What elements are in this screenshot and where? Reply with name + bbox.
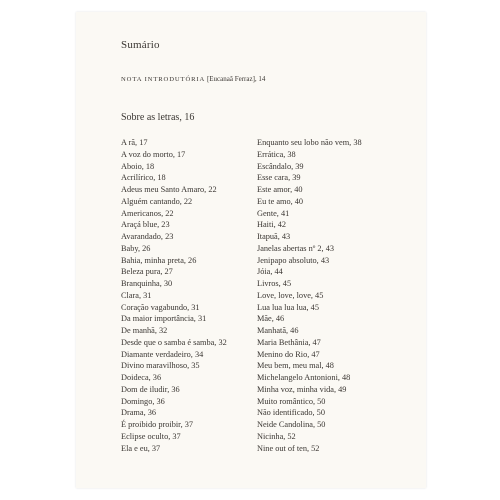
toc-entry: De manhã, 32	[121, 326, 168, 335]
toc-entry: Aboio, 18	[121, 161, 155, 171]
toc-entry: Domingo, 36	[121, 396, 165, 406]
toc-entry: Bahia, minha preta, 26	[121, 255, 197, 265]
toc-entry: Acrilírico, 18	[121, 173, 166, 183]
toc-entry: Itapuã, 43	[257, 232, 291, 241]
toc-entry: Esse cara, 39	[257, 173, 301, 183]
toc-entry: Nicinha, 52	[257, 431, 296, 441]
toc-entry: A voz do morto, 17	[121, 149, 186, 159]
toc-entry: Meu bem, meu mal, 48	[257, 361, 334, 371]
toc-entry: É proibido proibir, 37	[121, 420, 194, 429]
toc-column-right	[257, 137, 362, 454]
toc-entry: Lua lua lua lua, 45	[257, 302, 319, 312]
toc-entry: Ela e eu, 37	[121, 443, 161, 453]
toc-entry: Divino maravilhoso, 35	[121, 361, 200, 371]
toc-entry: Dom de iludir, 36	[121, 384, 180, 394]
toc-entry: Menino do Rio, 47	[257, 349, 320, 359]
page-title: Sumário	[121, 39, 160, 51]
intro-detail: [Eucanaã Ferraz], 14	[205, 75, 266, 83]
toc-entry: Manhatã, 46	[257, 326, 299, 335]
toc-entry: Janelas abertas nº 2, 43	[257, 243, 334, 253]
toc-entry: Drama, 36	[121, 408, 157, 418]
toc-entry: Love, love, love, 45	[257, 290, 324, 300]
toc-entry: Beleza pura, 27	[121, 267, 173, 277]
toc-entry: Eclipse oculto, 37	[121, 431, 181, 441]
intro-note	[121, 75, 265, 83]
toc-entry: Jenipapo absoluto, 43	[257, 255, 330, 265]
toc-entry: Minha voz, minha vida, 49	[257, 384, 347, 394]
book-page	[76, 12, 426, 488]
toc-entry: Mãe, 46	[257, 314, 285, 324]
toc-entry: Muito romântico, 50	[257, 396, 326, 406]
toc-entry: Livros, 45	[257, 279, 292, 288]
toc-entry: Não identificado, 50	[257, 408, 325, 418]
toc-entry: Maria Bethânia, 47	[257, 337, 321, 347]
toc-entry: Araçá blue, 23	[121, 220, 170, 230]
toc-entry: Gente, 41	[257, 208, 290, 218]
toc-entry: Neide Candolina, 50	[257, 420, 326, 429]
toc-entry: Este amor, 40	[257, 185, 303, 194]
section-heading: Sobre as letras, 16	[121, 112, 195, 123]
toc-entry: Enquanto seu lobo não vem, 38	[257, 138, 362, 147]
intro-label: NOTA INTRODUTÓRIA	[121, 76, 206, 83]
toc-entry: Avarandado, 23	[121, 232, 174, 241]
toc-entry: Escândalo, 39	[257, 161, 304, 171]
toc-entry: Diamante verdadeiro, 34	[121, 349, 204, 359]
toc-entry: Clara, 31	[121, 290, 152, 300]
toc-entry: Baby, 26	[121, 243, 151, 253]
toc-entry: Desde que o samba é samba, 32	[121, 337, 227, 347]
toc-entry: Doideca, 36	[121, 373, 162, 382]
toc-entry: Haiti, 42	[257, 220, 287, 230]
toc-entry: Jóia, 44	[257, 267, 283, 277]
toc-entry: Branquinha, 30	[121, 279, 173, 288]
toc-entry: Michelangelo Antonioni, 48	[257, 373, 351, 382]
toc-entry: A rã, 17	[121, 138, 148, 147]
toc-entry: Da maior importância, 31	[121, 314, 207, 324]
toc-entry: Americanos, 22	[121, 208, 174, 218]
toc-entry: Alguém cantando, 22	[121, 196, 193, 206]
toc-entry: Adeus meu Santo Amaro, 22	[121, 185, 217, 194]
toc-entry: Nine out of ten, 52	[257, 443, 320, 453]
toc-column-left	[121, 137, 227, 454]
toc-entry: Eu te amo, 40	[257, 196, 304, 206]
toc-entry: Errática, 38	[257, 149, 296, 159]
toc-entry: Coração vagabundo, 31	[121, 302, 200, 312]
